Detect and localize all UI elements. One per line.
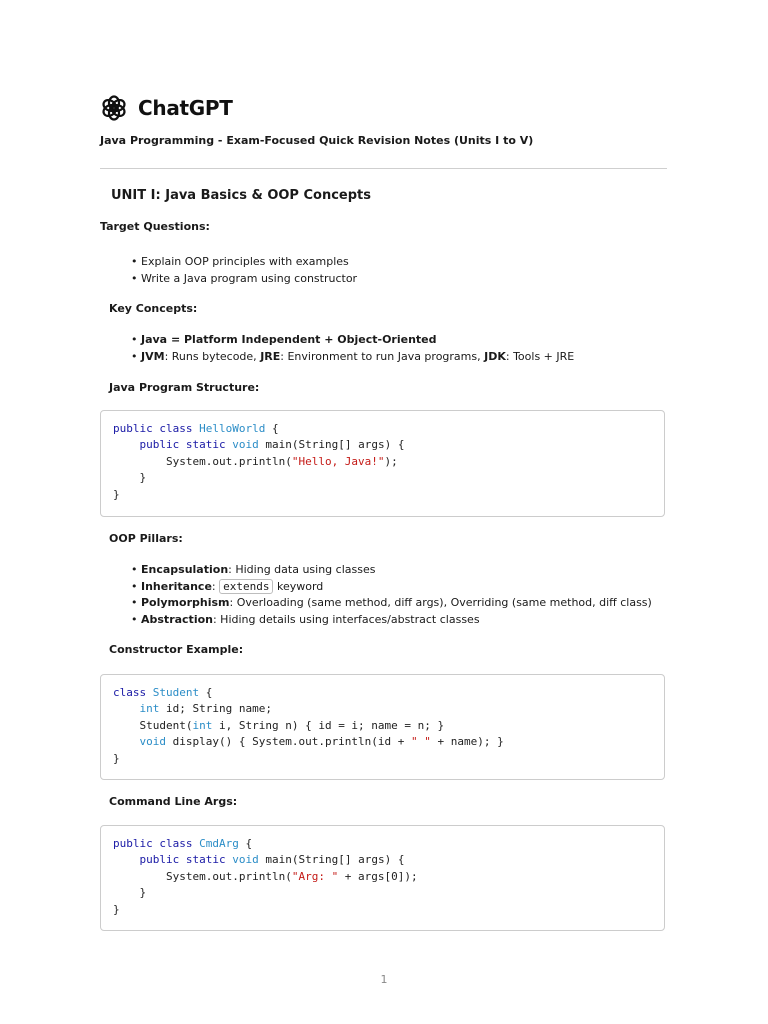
header — [100, 94, 233, 122]
code-indent — [113, 853, 140, 866]
code-token: int — [139, 702, 160, 716]
key-concepts-label: Key Concepts: — [109, 302, 198, 315]
code-token: HelloWorld — [199, 422, 266, 435]
desc-abstraction: : Hiding details using interfaces/abstract classes — [212, 612, 480, 626]
code-indent — [113, 870, 166, 883]
oop-pillars-label: OOP Pillars: — [109, 532, 183, 545]
code-token: void — [139, 735, 166, 749]
code-token: class — [159, 837, 193, 850]
code-token: CmdArg — [199, 837, 239, 850]
inline-code-extends: extends — [219, 579, 273, 594]
code-token: id; String name; — [159, 702, 272, 716]
desc-inheritance: keyword — [273, 579, 324, 593]
code-token: Student( — [113, 718, 193, 732]
code-line: } — [113, 886, 147, 900]
term-jdk: JDK — [484, 349, 506, 363]
desc-jdk: : Tools + JRE — [505, 349, 575, 363]
openai-logo-icon — [100, 94, 128, 122]
target-questions-list — [131, 254, 357, 287]
code-token: main(String[] args) { — [258, 438, 405, 452]
divider — [100, 168, 667, 169]
term-jvm: JVM — [141, 349, 165, 363]
code-token: { — [199, 686, 213, 699]
code-token: + name); } — [430, 735, 504, 749]
code-token: display() { System.out.println(id + — [166, 735, 412, 749]
code-indent — [113, 438, 140, 451]
code-token: void — [232, 438, 259, 452]
brand-name: ChatGPT — [138, 96, 233, 120]
unit-heading: UNIT I: Java Basics & OOP Concepts — [111, 188, 371, 203]
document-title: Java Programming - Exam-Focused Quick Revision Notes (Units I to V) — [100, 134, 534, 147]
code-token: + args[0]); — [338, 869, 418, 883]
key-concepts-list — [131, 332, 574, 365]
code-token: i, String n) { id = i; name = n; } — [212, 718, 445, 732]
code-token: int — [192, 718, 213, 732]
command-line-args-label: Command Line Args: — [109, 795, 238, 808]
code-token: public — [113, 422, 153, 435]
code-block-cmdarg — [100, 825, 665, 931]
code-token: public — [139, 438, 180, 452]
list-item — [131, 595, 652, 612]
code-token: class — [159, 422, 193, 435]
code-token: ); — [384, 454, 398, 468]
oop-pillars-list — [131, 562, 652, 628]
code-token: static — [185, 853, 226, 867]
code-token: public — [113, 837, 153, 850]
list-item — [131, 349, 574, 366]
term-abstraction: Abstraction — [141, 612, 213, 626]
code-line: } — [113, 487, 120, 501]
desc-jvm: : Runs bytecode, — [164, 349, 261, 363]
list-item — [131, 579, 652, 596]
term-polymorphism: Polymorphism — [141, 596, 230, 609]
code-line: } — [113, 751, 120, 765]
list-item — [131, 562, 652, 579]
code-token: { — [265, 422, 279, 435]
constructor-example-label: Constructor Example: — [109, 643, 244, 656]
desc-jre: : Environment to run Java programs, — [280, 349, 485, 363]
code-line: } — [113, 902, 120, 916]
code-indent — [113, 455, 166, 468]
desc-polymorphism: : Overloading (same method, diff args), Overriding (same method, diff class) — [229, 596, 652, 609]
target-questions-label: Target Questions: — [100, 220, 210, 233]
code-token: static — [185, 438, 226, 452]
code-token: System.out.println( — [165, 454, 292, 468]
code-token: { — [238, 837, 253, 850]
key-concept-java: Java = Platform Independent + Object-Oriented — [141, 333, 437, 346]
code-indent — [113, 702, 140, 715]
code-token: void — [232, 853, 259, 867]
code-token: class — [113, 686, 147, 699]
desc-encapsulation: : Hiding data using classes — [228, 563, 376, 576]
code-block-student — [100, 674, 665, 780]
term-encapsulation: Encapsulation — [141, 563, 229, 576]
code-token: public — [139, 853, 180, 867]
program-structure-label: Java Program Structure: — [109, 381, 260, 394]
term-jre: JRE — [260, 349, 281, 363]
code-token: main(String[] args) { — [258, 853, 405, 867]
code-token: "Arg: " — [291, 869, 339, 883]
code-token: " " — [411, 735, 431, 749]
code-line: } — [113, 471, 147, 485]
separator: : — [211, 579, 220, 593]
code-token: Student — [152, 686, 200, 699]
code-token: System.out.println( — [165, 869, 292, 883]
code-block-hello-world — [100, 410, 665, 517]
list-item: • Explain OOP principles with examples — [131, 254, 357, 271]
code-indent — [113, 735, 140, 748]
term-inheritance: Inheritance — [141, 579, 212, 593]
list-item: • Write a Java program using constructor — [131, 271, 357, 288]
list-item — [131, 612, 652, 629]
list-item — [131, 332, 574, 349]
page-number: 1 — [380, 973, 388, 986]
code-token: "Hello, Java!" — [291, 454, 385, 468]
